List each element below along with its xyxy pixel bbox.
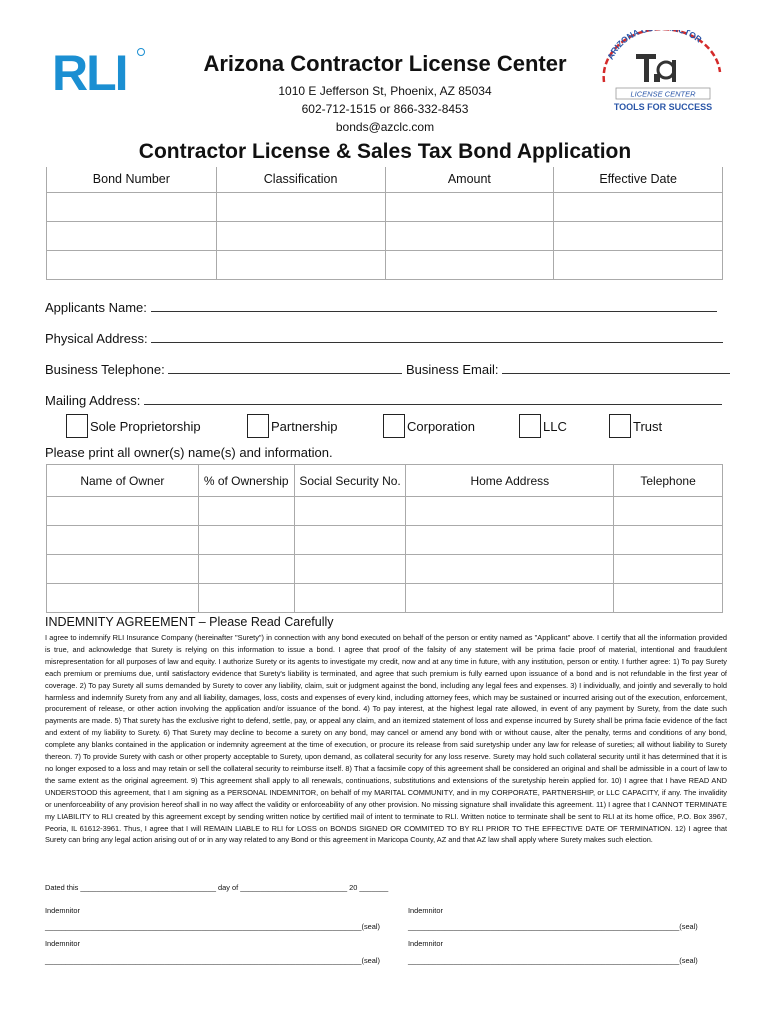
bond-number-cell[interactable] (47, 250, 217, 279)
owners-instruction: Please print all owner(s) name(s) and information. (45, 445, 333, 460)
table-row (47, 250, 723, 279)
amount-cell[interactable] (385, 221, 554, 250)
telephone-cell[interactable] (614, 497, 723, 526)
checkbox[interactable] (519, 414, 541, 438)
effective-date-cell[interactable] (554, 192, 723, 221)
indemnity-title: INDEMNITY AGREEMENT – Please Read Carefully (45, 615, 334, 629)
indemnitor-signature-line-4[interactable]: __________________________________________________________________(seal) (408, 956, 698, 965)
col-ssn: Social Security No. (294, 465, 406, 497)
checkbox[interactable] (383, 414, 405, 438)
home-address-cell[interactable] (406, 555, 614, 584)
ssn-cell[interactable] (294, 584, 406, 613)
business-telephone-input[interactable] (168, 362, 402, 374)
table-row (47, 526, 723, 555)
entity-partnership[interactable] (247, 414, 337, 438)
entity-label: LLC (543, 418, 567, 434)
bond-table (46, 167, 723, 280)
classification-cell[interactable] (216, 221, 385, 250)
classification-cell[interactable] (216, 192, 385, 221)
business-email-input[interactable] (502, 362, 730, 374)
indemnitor-label-3: Indemnitor (45, 939, 80, 948)
applicant-name-label: Applicants Name: (45, 300, 147, 315)
business-email-label: Business Email: (406, 362, 499, 377)
table-row (47, 192, 723, 221)
physical-address-label: Physical Address: (45, 331, 148, 346)
ownership-cell[interactable] (198, 555, 294, 584)
ownership-cell[interactable] (198, 584, 294, 613)
ssn-cell[interactable] (294, 497, 406, 526)
company-email: bonds@azclc.com (335, 120, 435, 134)
owner-name-cell[interactable] (47, 526, 199, 555)
indemnity-text: I agree to indemnify RLI Insurance Company (hereinafter "Surety") in connection with any bond executed on behalf of the person or entity named as "Applicant" above. I certify that all the information provided is true, and acknowledge that Surety is relying on this information to issue a bond. I agree that proof of the falsity of any statement will be prima facie proof of material, intentional and fraudulent misrepresentation for all purposes of law and equity. I authorize Surety or its agents to investigate my credit, now and at any time in future, with any institution, person or entity. I further agree: 1) To pay Surety each premium or premiums due, until satisfactory evidence that Surety's liability is terminated, and agree that such premium is fully earned upon issuance of a bond and is not refundable in the first year of coverage. 2) To pay Surety all sums demanded by Surety to cover any liability, claim, suit or judgment against the bond, including any legal fees and expenses. 3) I individually, and jointly and severally to hold harmless and indemnify Surety from any and all liability, damages, loss, costs and expenses of every kind, including attorney fees, which may be sustained or incurred arising out of the execution, enforcement, procurement of release, or other action involving the application and/or issuance of the bond. 4) To pay interest, at the highest legal rate allowed, in event of any payment by Surety, from the date such payments are made. 5) That surety has the exclusive right to defend, settle, pay, or appeal any claim, and an itemized statement of loss and expense incurred by Surety shall be prima facie evidence of the fact and extent of my liability to Surety. 6) That Surety may decline to become a surety on any bond, may cancel or amend any bond with or without cause, alter the penalty, terms and conditions of any bond, complete any blanks contained in the application or indemnity agreement at the time of execution, or procure its release from said suretyship under any law for release of sureties; all without liability to Surety thereon. 7) To provide Surety with cash or other property acceptable to Surety, upon demand, as collateral security for any loss reserve. Surety may hold such collateral security until it has determined that it is no longer exposed to a loss and may retain or sell the collateral security to reimburse itself. 8) That a facsimile copy of this agreement shall be considered an original and shall be admissible in a court of law to the same extent as the original agreement. 9) This agreement shall apply to all renewals, continuations, substitutions and extensions of the suretyship herein applied for. 10) I agree that I have READ AND UNDERSTOOD this agreement, that I am signing as a PERSONAL INDEMNITOR, on behalf of my MARITAL COMMUNITY, and in my CORPORATE, PARTNERSHIP, or LLC CAPACITY, if any. The invalidity or unenforceability of any provision hereof shall in no way affect the validity or enforceability of any other provision. No missing signature shall invalidate this agreement. 11) I agree that I CANNOT TERMINATE my LIABILITY to RLI created by this agreement except by sending written notice by certified mail of intent to terminate to RLI. Written notice to terminate shall be sent to RLI at its home office, P.O. Box 3967, Peoria, IL 61612-3961. Thus, I agree that I will REMAIN LIABLE to RLI for LOSS on BONDS SIGNED OR COMMITED TO BY RLI PRIOR TO THE EFFECTIVE DATE OF TERMINATION. 12) I agree that Surety can bring any legal action arising out of or in any way related to any Bond or this agreement in Maricopa County, AZ and that AZ law shall apply where Surety makes such election. (45, 633, 727, 845)
ssn-cell[interactable] (294, 555, 406, 584)
company-phones: 602-712-1515 or 866-332-8453 (301, 102, 469, 116)
checkbox[interactable] (247, 414, 269, 438)
col-classification: Classification (216, 167, 385, 192)
business-telephone-field (45, 362, 730, 377)
rli-logo-text: RLI (52, 46, 127, 96)
dated-line[interactable]: Dated this _________________________________ day of __________________________ 20 _______ (45, 883, 389, 892)
col-telephone: Telephone (614, 465, 723, 497)
col-effective-date: Effective Date (554, 167, 723, 192)
home-address-cell[interactable] (406, 584, 614, 613)
az-banner-text: LICENSE CENTER (630, 89, 696, 99)
entity-corporation[interactable] (383, 414, 475, 438)
col-ownership-percent: % of Ownership (198, 465, 294, 497)
table-row (47, 497, 723, 526)
bond-number-cell[interactable] (47, 192, 217, 221)
az-arc-text: ARIZONA CTOR (605, 30, 704, 62)
indemnitor-signature-line-1[interactable]: _____________________________________________________________________________(seal) (45, 922, 380, 931)
effective-date-cell[interactable] (554, 221, 723, 250)
mailing-address-input[interactable] (144, 393, 722, 405)
home-address-cell[interactable] (406, 497, 614, 526)
indemnitor-label-4: Indemnitor (408, 939, 443, 948)
effective-date-cell[interactable] (554, 250, 723, 279)
telephone-cell[interactable] (614, 555, 723, 584)
entity-label: Partnership (271, 418, 338, 434)
indemnitor-signature-line-2[interactable]: __________________________________________________________________(seal) (408, 922, 698, 931)
owner-name-cell[interactable] (47, 555, 199, 584)
applicant-name-input[interactable] (151, 300, 717, 312)
col-home-address: Home Address (406, 465, 614, 497)
indemnitor-label-1: Indemnitor (45, 906, 80, 915)
table-row (47, 221, 723, 250)
table-row (47, 555, 723, 584)
applicant-name-field (45, 300, 717, 315)
amount-cell[interactable] (385, 192, 554, 221)
owner-name-cell[interactable] (47, 497, 199, 526)
entity-trust[interactable] (609, 414, 662, 438)
entity-llc[interactable] (519, 414, 567, 438)
owner-table-header (47, 465, 723, 497)
col-bond-number: Bond Number (47, 167, 217, 192)
col-owner-name: Name of Owner (47, 465, 199, 497)
form-title: Contractor License & Sales Tax Bond Application (138, 140, 632, 163)
entity-label: Corporation (407, 418, 475, 434)
telephone-cell[interactable] (614, 526, 723, 555)
company-address: 1010 E Jefferson St, Phoenix, AZ 85034 (278, 84, 492, 98)
owner-name-cell[interactable] (47, 584, 199, 613)
physical-address-field (45, 331, 723, 346)
indemnitor-signature-line-3[interactable]: _____________________________________________________________________________(seal) (45, 956, 380, 965)
checkbox[interactable] (66, 414, 88, 438)
entity-label: Trust (633, 418, 663, 434)
bond-table-header (47, 167, 723, 192)
ownership-cell[interactable] (198, 497, 294, 526)
indemnitor-label-2: Indemnitor (408, 906, 443, 915)
company-title: Arizona Contractor License Center (203, 51, 567, 76)
business-telephone-label: Business Telephone: (45, 362, 165, 377)
table-row (47, 584, 723, 613)
bond-number-cell[interactable] (47, 221, 217, 250)
ownership-cell[interactable] (198, 526, 294, 555)
telephone-cell[interactable] (614, 584, 723, 613)
amount-cell[interactable] (385, 250, 554, 279)
mailing-address-field (45, 393, 722, 408)
ssn-cell[interactable] (294, 526, 406, 555)
owner-table (46, 464, 723, 613)
col-amount: Amount (385, 167, 554, 192)
home-address-cell[interactable] (406, 526, 614, 555)
az-tagline-text: TOOLS FOR SUCCESS (613, 102, 713, 112)
checkbox[interactable] (609, 414, 631, 438)
entity-sole-proprietorship[interactable] (66, 414, 201, 438)
physical-address-input[interactable] (151, 331, 723, 343)
mailing-address-label: Mailing Address: (45, 393, 141, 408)
entity-label: Sole Proprietorship (90, 418, 201, 434)
classification-cell[interactable] (216, 250, 385, 279)
